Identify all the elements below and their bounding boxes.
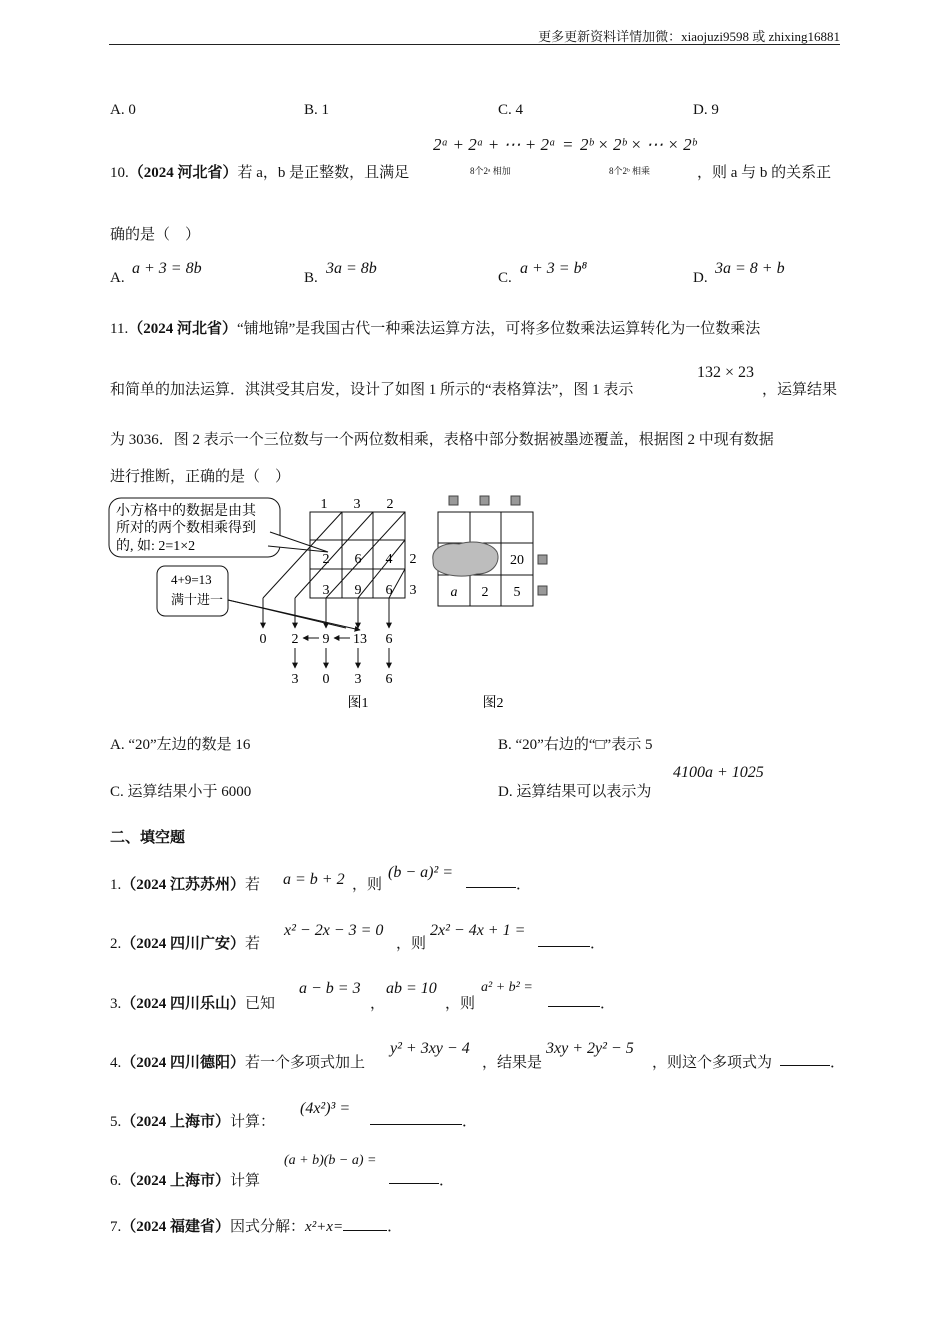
q10-source: （2024 河北省）: [128, 165, 238, 181]
fig1-top-digit-2: 3: [353, 497, 361, 512]
callout-1-line1: 小方格中的数据是由其: [116, 504, 256, 519]
fill-q1-m1: a = b + 2: [283, 871, 345, 888]
fig1-right-digit-2: 3: [409, 583, 417, 598]
fig1-row1-2: 9: [322, 632, 330, 647]
fig2-right-square-1: [538, 555, 547, 564]
fig2-cell-20: 20: [510, 553, 524, 568]
q11-line1-text: “铺地锦”是我国古代一种乘法运算方法，可将多位数乘法运算转化为一位数乘法: [236, 321, 761, 337]
fig1-right-digit-1: 2: [409, 552, 417, 567]
fill-q4-answer-blank[interactable]: [780, 1051, 830, 1066]
fill-q5-pre: 计算：: [230, 1114, 276, 1130]
q11-option-d-math: 4100a + 1025: [673, 764, 764, 781]
q10-option-d-expr: 3a = 8 + b: [715, 260, 785, 277]
fig2-top-square-3: [511, 496, 520, 505]
fig1-cell-r2-c2: 9: [354, 583, 362, 598]
fill-q4-post: ，则这个多项式为: [652, 1055, 773, 1071]
fig2-ink-blot: [433, 542, 498, 576]
q11-line4: 进行推断，正确的是（ ）: [110, 469, 291, 485]
fig2-right-square-2: [538, 586, 547, 595]
fill-q3: [110, 992, 275, 1013]
fill-q6-pre: 计算: [230, 1173, 261, 1189]
fig1-cell-r2-c1: 3: [322, 583, 330, 598]
fill-q2-post: ．: [590, 936, 606, 952]
q10-line2: 确的是（ ）: [110, 227, 201, 243]
fill-q6-answer-blank[interactable]: [389, 1169, 439, 1184]
q11-option-d-pre: D. 运算结果可以表示为: [498, 784, 652, 800]
fill-q4-num: 4.: [110, 1055, 122, 1071]
q11-option-b: B. “20”右边的“□”表示 5: [498, 737, 653, 753]
fill-q5-post: ．: [462, 1114, 478, 1130]
fill-q3-mid: ，则: [445, 996, 476, 1012]
fig1-cell-r1-c1: 2: [322, 552, 330, 567]
q10-option-d-label: D.: [693, 270, 708, 286]
q10-equation-equals: =: [562, 135, 574, 154]
fill-q3-sep: ，: [370, 996, 386, 1012]
fig2-cell-5: 5: [513, 585, 521, 600]
fig1-row1-3: 13: [353, 632, 367, 647]
q11-line2-pre: 和简单的加法运算．淇淇受其启发，设计了如图 1 所示的“表格算法”，图 1 表示: [110, 382, 634, 398]
fill-q7-pre: 因式分解：: [230, 1219, 306, 1235]
q9-option-b: B. 1: [304, 102, 330, 118]
q11-source: （2024 河北省）: [128, 321, 237, 337]
q11-line3: 为 3036．图 2 表示一个三位数与一个两位数相乘，表格中部分数据被墨迹覆盖，根据图 2 中现有数据: [110, 432, 774, 448]
fill-q6-num: 6.: [110, 1173, 122, 1189]
fig2-caption: 图2: [482, 696, 504, 711]
fill-q1-pre: 若: [245, 877, 261, 893]
fill-q3-post: ．: [600, 996, 616, 1012]
fill-q4: [110, 1051, 365, 1072]
fill-q1-src: （2024 江苏苏州）: [121, 877, 246, 893]
q10-equation-right: 2ᵇ × 2ᵇ × ⋯ × 2ᵇ: [580, 135, 697, 154]
q10-stem: [110, 161, 409, 182]
fig1-top-digit-3: 2: [386, 497, 394, 512]
q10-option-a-expr: a + 3 = 8b: [132, 260, 202, 277]
fill-q3-num: 3.: [110, 996, 122, 1012]
fill-q3-m3: a² + b² =: [481, 980, 533, 995]
q10-post: ，则 a 与 b 的关系正: [697, 165, 832, 181]
fill-q3-pre: 已知: [245, 996, 276, 1012]
fill-q7-post: ．: [387, 1219, 403, 1235]
page-header: 更多更新资料详情加微：xiaojuzi9598 或 zhixing16881: [538, 29, 840, 44]
fill-q3-answer-blank[interactable]: [548, 992, 600, 1007]
fig1-cell-r1-c3: 4: [385, 552, 393, 567]
q10-option-b-expr: 3a = 8b: [326, 260, 377, 277]
callout-1-line2: 所对的两个数相乘得到: [116, 521, 256, 536]
q10-option-a-label: A.: [110, 270, 125, 286]
fill-q7-m1: x²+x=: [305, 1219, 344, 1235]
fig2-cell-2: 2: [481, 585, 489, 600]
callout-2-line1: 4+9=13: [171, 572, 212, 587]
fill-q3-m2: ab = 10: [386, 980, 437, 997]
fig1-caption: 图1: [347, 696, 369, 711]
fill-q1-m2: (b − a)² =: [388, 864, 454, 881]
fill-q2-num: 2.: [110, 936, 122, 952]
fig2-top-square-2: [480, 496, 489, 505]
fill-q1-post: ．: [516, 877, 532, 893]
fill-q1-num: 1.: [110, 877, 122, 893]
fill-q4-src: （2024 四川德阳）: [121, 1055, 246, 1071]
fill-q1-answer-blank[interactable]: [466, 873, 516, 888]
fill-q2-m2: 2x² − 4x + 1 =: [430, 922, 526, 939]
fill-q6: [110, 1169, 260, 1190]
fig1-row1-4: 6: [385, 632, 393, 647]
q11-option-a: A. “20”左边的数是 16: [110, 737, 251, 753]
q10-option-c-label: C.: [498, 270, 512, 286]
fig1-cell-r2-c3: 6: [385, 583, 393, 598]
fill-q2: [110, 932, 260, 953]
q10-number: 10.: [110, 165, 129, 181]
fill-q7: [110, 1215, 402, 1236]
figure-1: [100, 490, 440, 715]
fill-q2-pre: 若: [245, 936, 261, 952]
fill-q2-m1: x² − 2x − 3 = 0: [284, 922, 384, 939]
q9-option-d: D. 9: [693, 102, 719, 118]
q11-line2-post: ，运算结果: [762, 382, 838, 398]
fill-q5-num: 5.: [110, 1114, 122, 1130]
fill-q4-m2: 3xy + 2y² − 5: [546, 1040, 634, 1057]
q11-line1: [110, 317, 760, 338]
callout-2-arrow-b: [228, 600, 346, 628]
fig1-row1-0: 0: [259, 632, 267, 647]
fill-q7-src: （2024 福建省）: [121, 1219, 231, 1235]
fill-q7-num: 7.: [110, 1219, 122, 1235]
fill-q4-mid: ，结果是: [482, 1055, 543, 1071]
fill-q4-pre: 若一个多项式加上: [245, 1055, 366, 1071]
q11-line2-math: 132 × 23: [697, 364, 755, 381]
fig2-top-square-1: [449, 496, 458, 505]
q10-equation-left: 2ᵃ + 2ᵃ + ⋯ + 2ᵃ: [433, 135, 556, 154]
q10-option-c-expr: a + 3 = b⁸: [520, 260, 588, 277]
header-divider: [109, 44, 840, 45]
q9-option-a: A. 0: [110, 102, 136, 118]
q10-pre: 若 a，b 是正整数，且满足: [237, 165, 410, 181]
fig1-row2-0: 3: [291, 672, 299, 687]
fill-q6-src: （2024 上海市）: [121, 1173, 231, 1189]
fig1-cell-r1-c2: 6: [354, 552, 362, 567]
fill-q5-src: （2024 上海市）: [121, 1114, 231, 1130]
q10-label-left: 8个2ᵃ 相加: [470, 166, 511, 176]
fig1-row2-1: 0: [322, 672, 330, 687]
fill-q5-answer-blank[interactable]: [370, 1110, 462, 1125]
fill-q2-src: （2024 四川广安）: [121, 936, 246, 952]
fig1-row2-2: 3: [354, 672, 362, 687]
q10-label-right: 8个2ᵇ 相乘: [609, 166, 651, 176]
q10-option-b-label: B.: [304, 270, 318, 286]
callout-2-line2: 满十进一: [171, 592, 224, 607]
fill-q3-src: （2024 四川乐山）: [121, 996, 246, 1012]
fill-q6-post: ．: [439, 1173, 455, 1189]
q11-number: 11.: [110, 321, 129, 337]
section-2-title: 二、填空题: [110, 830, 186, 846]
fill-q2-mid: ，则: [396, 936, 427, 952]
fill-q1-mid: ，则: [352, 877, 383, 893]
fill-q4-end: ．: [830, 1055, 846, 1071]
fig1-row1-1: 2: [291, 632, 299, 647]
fill-q5-m1: (4x²)³ =: [300, 1100, 351, 1117]
fill-q5: [110, 1110, 275, 1131]
figure-2: [425, 490, 555, 715]
q11-option-c: C. 运算结果小于 6000: [110, 784, 252, 800]
fill-q2-answer-blank[interactable]: [538, 932, 590, 947]
callout-1-line3: 的, 如: 2=1×2: [116, 539, 196, 554]
fill-q1: [110, 873, 260, 894]
fig2-cell-a: a: [450, 585, 458, 600]
fill-q7-answer-blank[interactable]: [343, 1216, 387, 1231]
fig1-top-digit-1: 1: [320, 497, 328, 512]
fill-q3-m1: a − b = 3: [299, 980, 361, 997]
fill-q4-m1: y² + 3xy − 4: [390, 1040, 470, 1057]
q9-option-c: C. 4: [498, 102, 524, 118]
fig1-row2-3: 6: [385, 672, 393, 687]
fill-q6-m1: (a + b)(b − a) =: [284, 1153, 377, 1168]
